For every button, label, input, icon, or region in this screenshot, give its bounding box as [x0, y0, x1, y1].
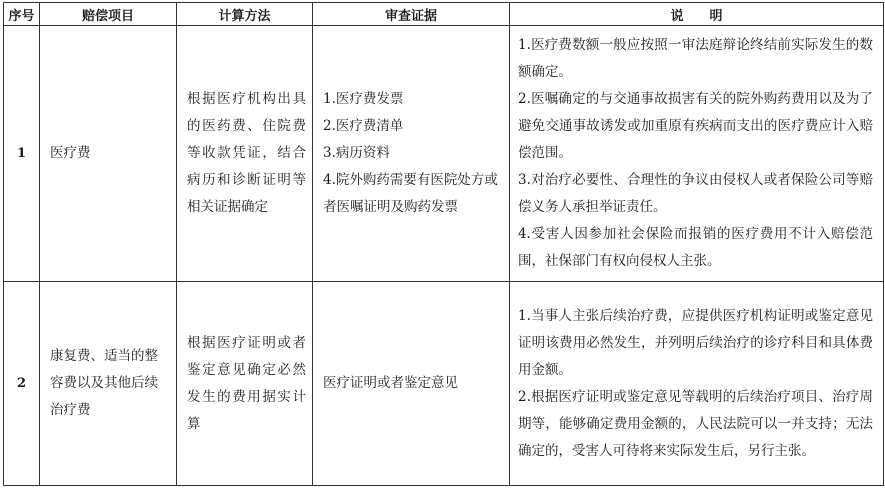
header-idx: 序号 [4, 3, 40, 26]
header-notes: 说 明 [510, 3, 884, 26]
note-line: 4.受害人因参加社会保险而报销的医疗费用不计入赔偿范围，社保部门有权向侵权人主张。 [518, 226, 873, 269]
note-line: 1.医疗费数额一般应按照一审法庭辩论终结前实际发生的数额确定。 [518, 37, 873, 80]
note-line: 2.医嘱确定的与交通事故损害有关的院外购药费用以及为了避免交通事故诱发或加重原有疾病而支出的医疗费应计入赔偿范围。 [518, 91, 873, 161]
row-idx: 2 [4, 282, 40, 486]
row-notes [510, 26, 884, 282]
header-item: 赔偿项目 [40, 3, 177, 26]
note-line: 3.对治疗必要性、合理性的争议由侵权人或者保险公司等赔偿义务人承担举证责任。 [518, 172, 873, 215]
header-method: 计算方法 [177, 3, 313, 26]
table-row [4, 282, 884, 486]
header-row [4, 3, 884, 26]
row-evidence [313, 26, 510, 282]
row-item: 医疗费 [40, 26, 177, 282]
row-method: 根据医疗证明或者鉴定意见确定必然发生的费用据实计算 [177, 282, 313, 486]
evidence-line: 4.院外购药需要有医院处方或者医嘱证明及购药发票 [323, 172, 498, 215]
evidence-line: 医疗证明或者鉴定意见 [323, 375, 458, 391]
evidence-line: 1.医疗费发票 [323, 91, 404, 107]
row-evidence [313, 282, 510, 486]
evidence-line: 3.病历资料 [323, 145, 390, 161]
row-method: 根据医疗机构出具的医药费、住院费等收款凭证，结合病历和诊断证明等相关证据确定 [177, 26, 313, 282]
header-evidence: 审查证据 [313, 3, 510, 26]
evidence-line: 2.医疗费清单 [323, 118, 404, 134]
note-line: 1.当事人主张后续治疗费，应提供医疗机构证明或鉴定意见证明该费用必然发生，并列明后续治疗的诊疗科目和具体费用金额。 [518, 307, 873, 378]
note-line: 2.根据医疗证明或鉴定意见等载明的后续治疗项目、治疗周期等，能够确定费用金额的，人民法院可以一并支持；无法确定的，受害人可待将来实际发生后，另行主张。 [518, 388, 873, 459]
compensation-table [3, 2, 884, 486]
row-idx: 1 [4, 26, 40, 282]
row-notes [510, 282, 884, 486]
table-row [4, 26, 884, 282]
row-item: 康复费、适当的整容费以及其他后续治疗费 [40, 282, 177, 486]
